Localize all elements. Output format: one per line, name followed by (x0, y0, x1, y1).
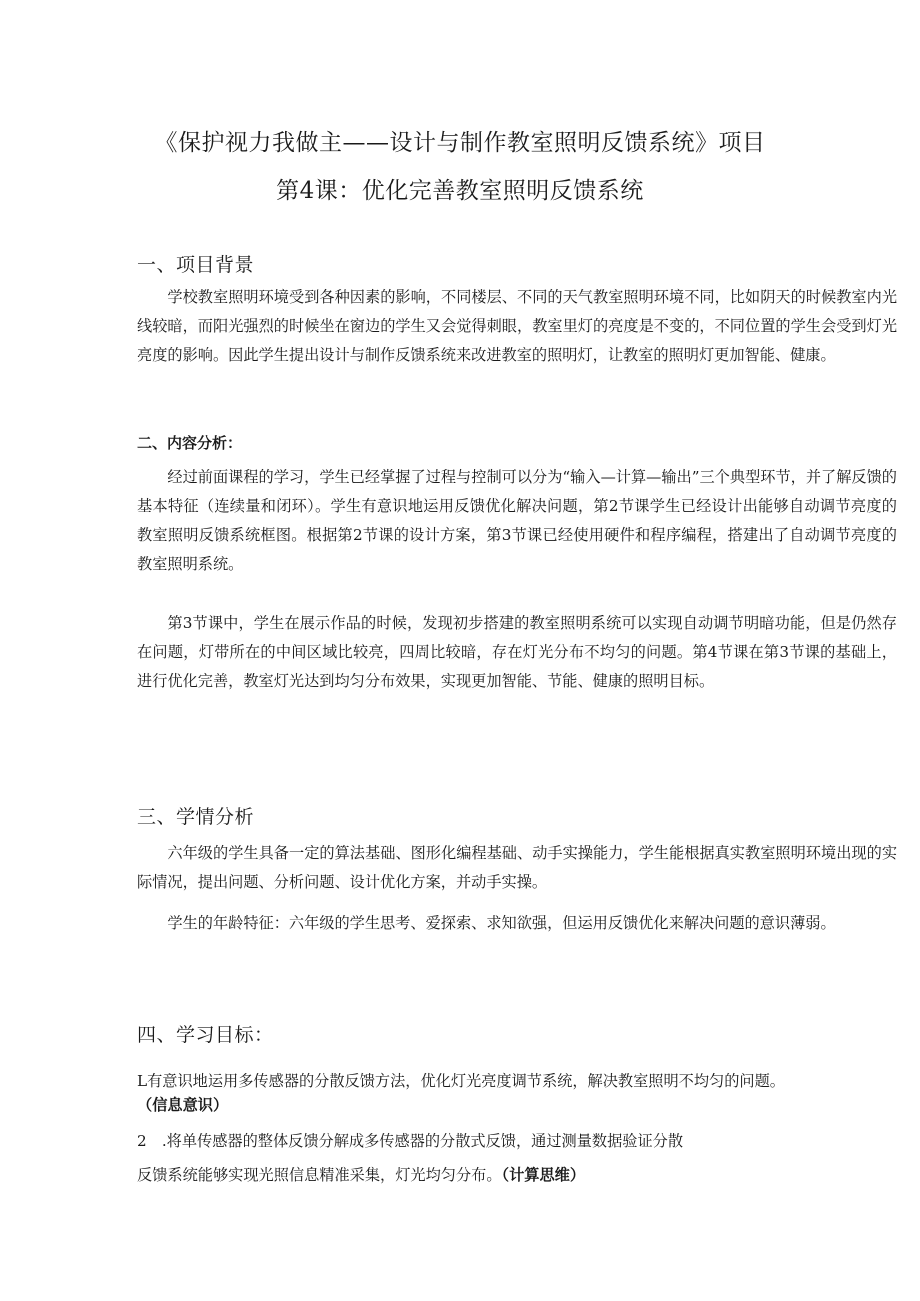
learning-goal-2-line-1: 2 .将单传感器的整体反馈分解成多传感器的分散式反馈，通过测量数据验证分散 (137, 1132, 684, 1150)
content-analysis-paragraph-2: 第3节课中，学生在展示作品的时候，发现初步搭建的教室照明系统可以实现自动调节明暗功能，但是仍然存在问题，灯带所在的中间区域比较亮，四周比较暗，存在灯光分布不均匀的问题。第4节课在第3节课的基础上，进行优化完善，教室灯光达到均匀分布效果，实现更加智能、节能、健康的照明目标。 (137, 614, 897, 690)
lesson-title: 第4课：优化完善教室照明反馈系统 (276, 178, 644, 204)
learning-goal-2-line-2: 反馈系统能够实现光照信息精准采集，灯光均匀分布。 (137, 1166, 502, 1184)
learning-goal-2 (137, 1129, 897, 1153)
section-heading-background: 一、项目背景 (137, 254, 255, 276)
document-title: 《保护视力我做主——设计与制作教室照明反馈系统》项目 (154, 130, 766, 156)
section-heading-content-analysis: 二、内容分析： (137, 434, 243, 452)
learning-goal-1 (137, 1069, 897, 1117)
background-paragraph: 学校教室照明环境受到各种因素的影响，不同楼层、不同的天气教室照明环境不同，比如阴天的时候教室内光线较暗，而阳光强烈的时候坐在窗边的学生又会觉得刺眼，教室里灯的亮度是不变的，不同位置的学生会受到灯光亮度的影响。因此学生提出设计与制作反馈系统来改进教室的照明灯，让教室的照明灯更加智能、健康。 (137, 288, 897, 364)
section-heading-learner-analysis: 三、学情分析 (137, 806, 255, 828)
learning-goal-1-text: L有意识地运用多传感器的分散反馈方法，优化灯光亮度调节系统，解决教室照明不均匀的问题。 (137, 1072, 785, 1090)
learner-analysis-paragraph-2: 学生的年龄特征：六年级的学生思考、爱探索、求知欲强，但运用反馈优化来解决问题的意识薄弱。 (167, 914, 836, 932)
learning-goal-2-tag: （计算思维） (501, 1166, 586, 1184)
learner-analysis-paragraph-1: 六年级的学生具备一定的算法基础、图形化编程基础、动手实操能力，学生能根据真实教室照明环境出现的实际情况，提出问题、分析问题、设计优化方案，并动手实操。 (137, 844, 897, 891)
learning-goal-1-tag: （信息意识） (137, 1096, 229, 1114)
learning-goal-2-continued (137, 1163, 897, 1187)
content-analysis-paragraph-1: 经过前面课程的学习，学生已经掌握了过程与控制可以分为“输入—计算—输出”三个典型环节，并了解反馈的基本特征（连续量和闭环）。学生有意识地运用反馈优化解决问题，第2节课学生已经设计出能够自动调节亮度的教室照明反馈系统框图。根据第2节课的设计方案，第3节课已经使用硬件和程序编程，搭建出了自动调节亮度的教室照明系统。 (137, 468, 897, 573)
section-heading-learning-goals: 四、学习目标： (137, 1024, 274, 1046)
